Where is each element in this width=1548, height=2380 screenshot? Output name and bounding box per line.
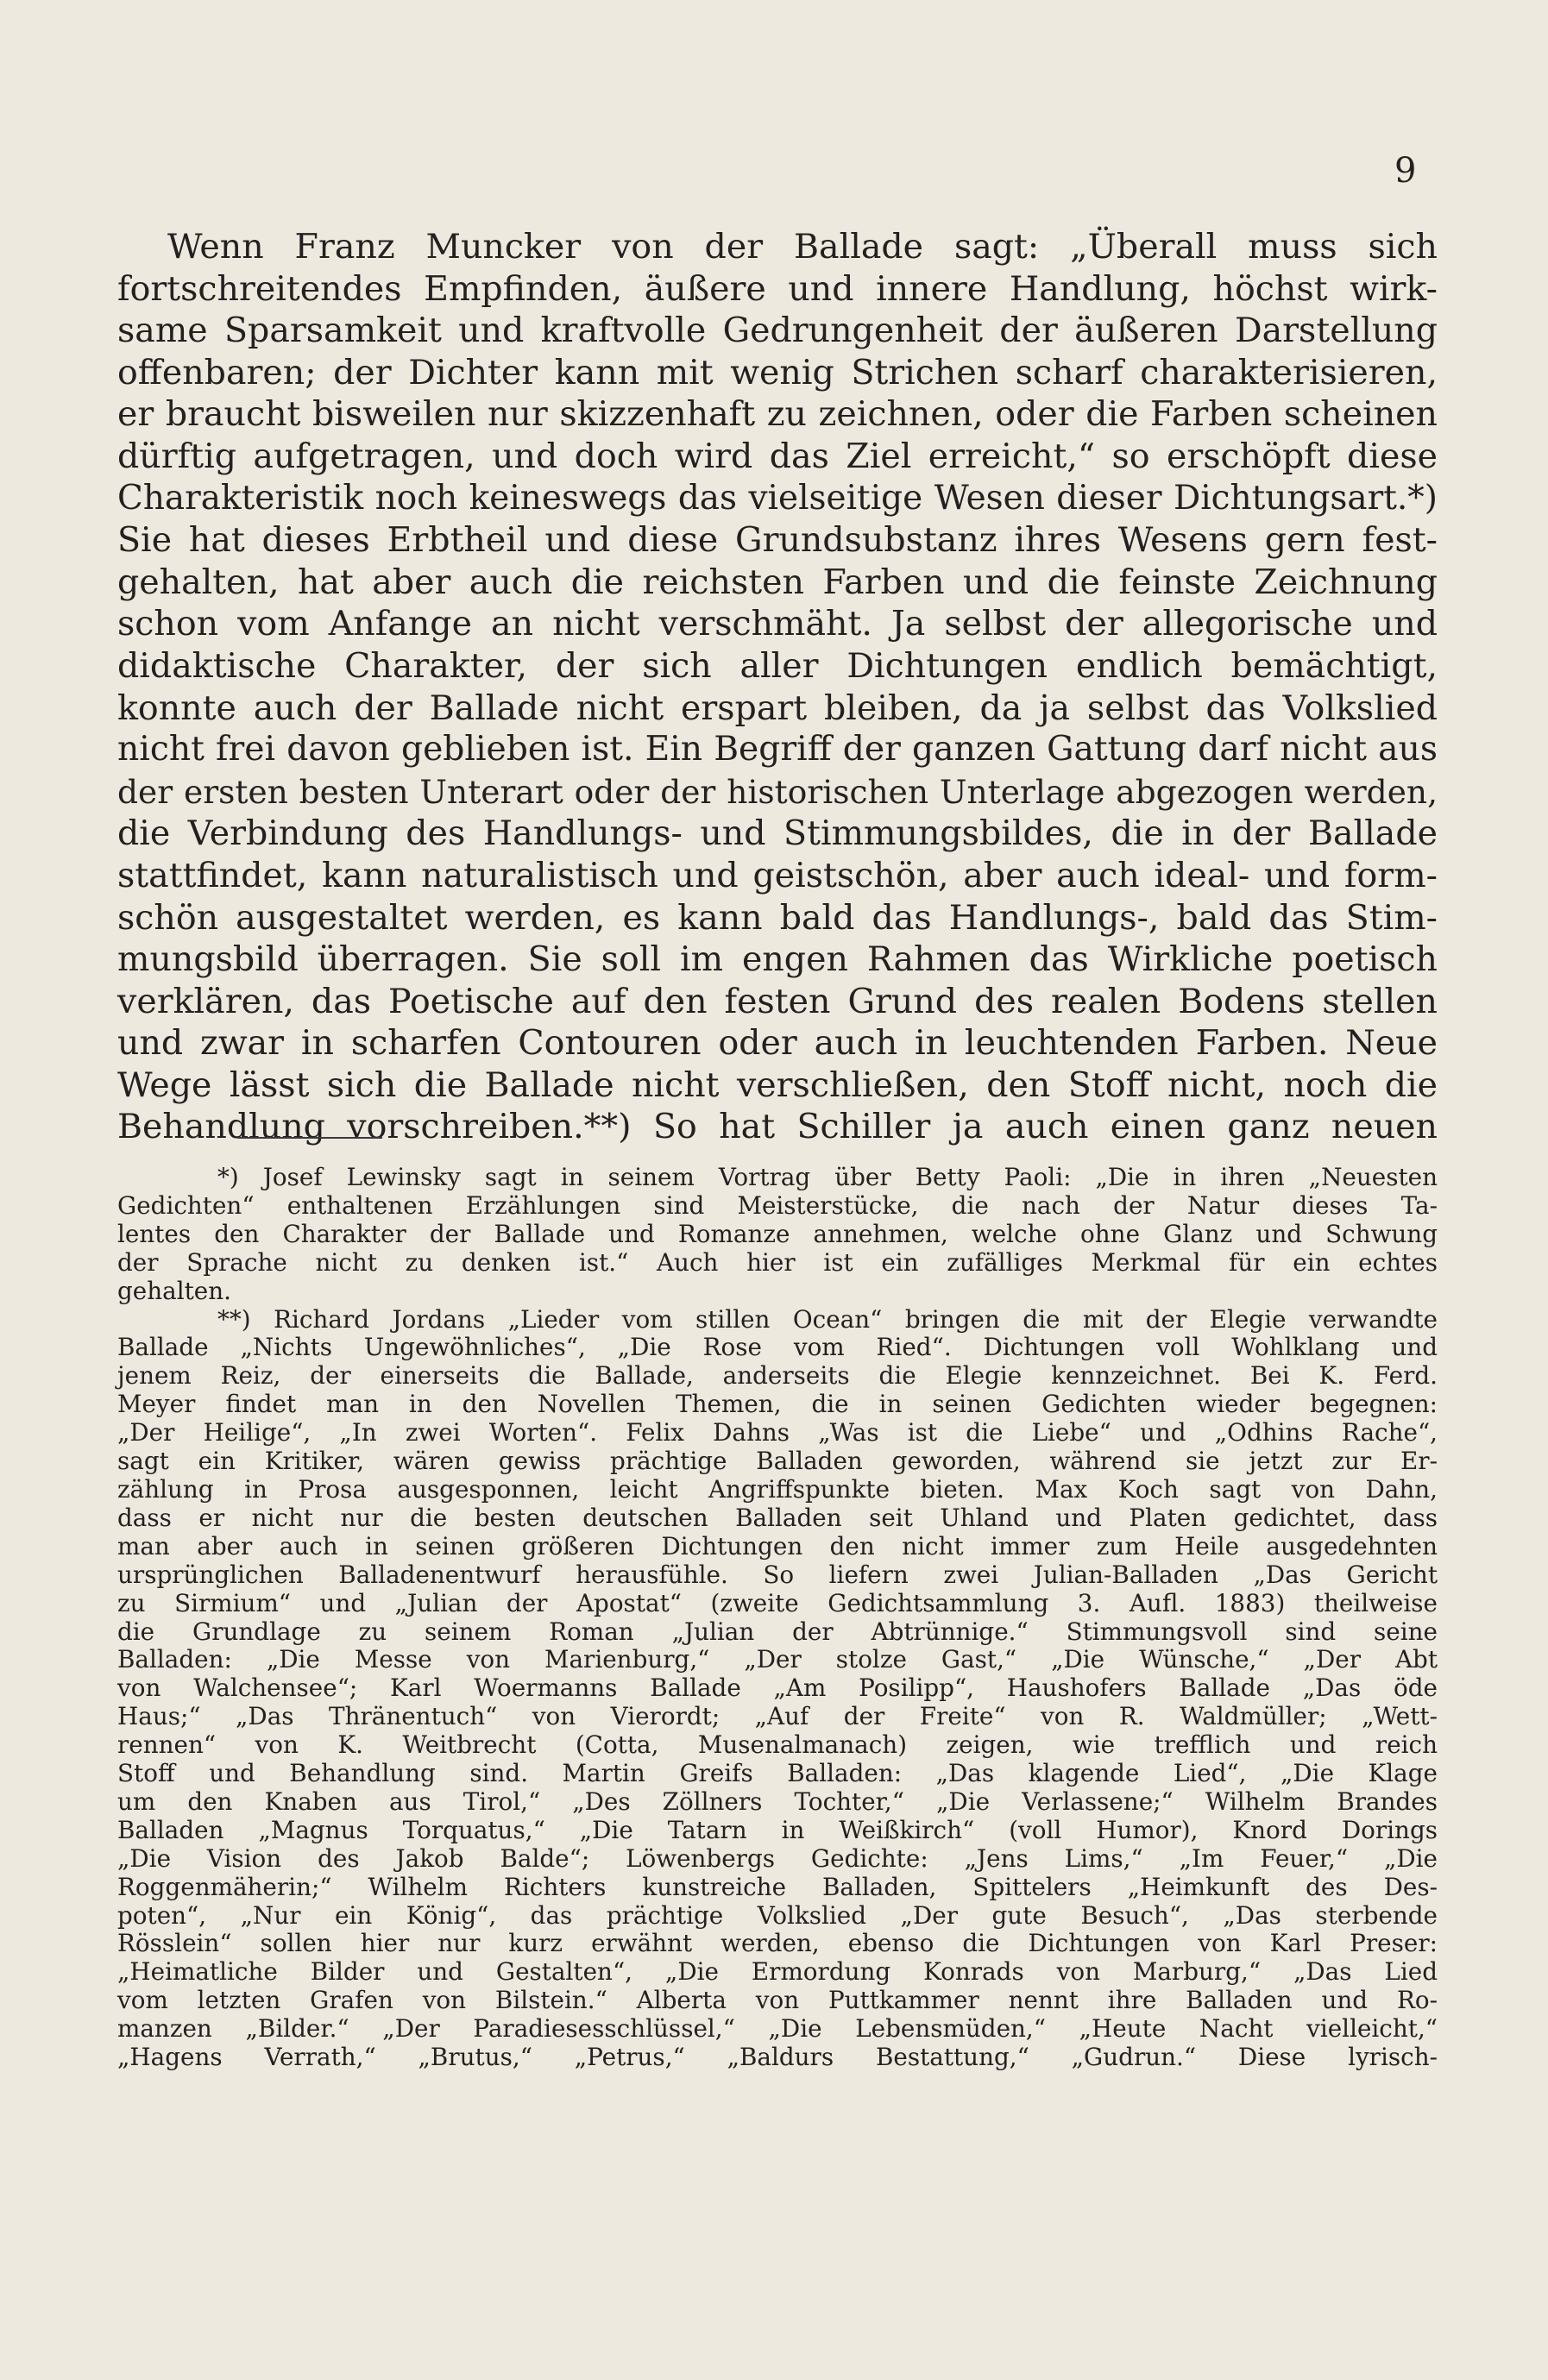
body-line: dürftig aufgetragen, und doch wird das Ziel erreicht,“ so erschöpft diese: [117, 436, 1438, 476]
footnotes: [117, 1164, 1438, 2072]
body-line: Charakteristik noch keineswegs das vielseitige Wesen dieser Dichtungsart.*): [117, 478, 1438, 518]
footnote-line: dass er nicht nur die besten deutschen Balladen seit Uhland und Platen gedichtet, dass: [117, 1503, 1438, 1532]
main-text: [117, 226, 1438, 1148]
body-line: Wege lässt sich die Ballade nicht verschließen, den Stoff nicht, noch die: [117, 1064, 1438, 1105]
body-line: mungsbild überragen. Sie soll im engen Rahmen das Wirkliche poetisch: [117, 939, 1438, 980]
footnote-line: Roggenmäherin;“ Wilhelm Richters kunstreiche Balladen, Spittelers „Heimkunft des Des-: [117, 1872, 1438, 1901]
body-line: er braucht bisweilen nur skizzenhaft zu zeichnen, oder die Farben scheinen: [117, 394, 1438, 435]
footnote-line: Ballade „Nichts Ungewöhnliches“, „Die Rose vom Ried“. Dichtungen voll Wohlklang und: [117, 1333, 1438, 1362]
body-line: der ersten besten Unterart oder der historischen Unterlage abgezogen werden,: [117, 772, 1438, 811]
footnote-line: Gedichten“ enthaltenen Erzählungen sind Meisterstücke, die nach der Natur dieses Ta-: [117, 1190, 1438, 1220]
footnote-line: manzen „Bilder.“ „Der Paradiesesschlüssel,“ „Die Lebensmüden,“ „Heute Nacht vielleicht,“: [117, 2014, 1438, 2044]
footnote-line: vom letzten Grafen von Bilstein.“ Alberta von Puttkammer nennt ihre Balladen und Ro-: [117, 1986, 1438, 2015]
body-line: offenbaren; der Dichter kann mit wenig Strichen scharf charakterisieren,: [117, 352, 1438, 392]
body-line: fortschreitendes Empfinden, äußere und innere Handlung, höchst wirk-: [117, 268, 1438, 309]
footnote-line: poten“, „Nur ein König“, das prächtige Volkslied „Der gute Besuch“, „Das sterbende: [117, 1900, 1438, 1930]
footnote-line: sagt ein Kritiker, wären gewiss prächtige Balladen geworden, während sie jetzt zur Er-: [117, 1447, 1438, 1476]
footnote-line: der Sprache nicht zu denken ist.“ Auch hier ist ein zufälliges Merkmal für ein echtes: [117, 1247, 1438, 1277]
body-line: Behandlung vorschreiben.**) So hat Schiller ja auch einen ganz neuen: [117, 1107, 1438, 1147]
footnote-line: Stoff und Behandlung sind. Martin Greifs Balladen: „Das klagende Lied“, „Die Klage: [117, 1759, 1438, 1788]
body-line: gehalten, hat aber auch die reichsten Farben und die feinste Zeichnung: [117, 562, 1438, 602]
footnote-line: die Grundlage zu seinem Roman „Julian der Abtrünnige.“ Stimmungsvoll sind seine: [117, 1617, 1438, 1646]
footnote-line: von Walchensee“; Karl Woermanns Ballade „Am Posilipp“, Haushofers Ballade „Das öde: [117, 1674, 1438, 1703]
footnote-line: Balladen „Magnus Torquatus,“ „Die Tatarn in Weißkirch“ (voll Humor), Knord Dorings: [117, 1815, 1438, 1844]
body-line: konnte auch der Ballade nicht erspart bleiben, da ja selbst das Volkslied: [117, 688, 1438, 728]
footnote-line: man aber auch in seinen größeren Dichtungen den nicht immer zum Heile ausgedehnten: [117, 1531, 1438, 1561]
body-line: stattfindet, kann naturalistisch und geistschön, aber auch ideal- und form-: [117, 855, 1438, 895]
body-line: die Verbindung des Handlungs- und Stimmungsbildes, die in der Ballade: [117, 813, 1438, 854]
footnote-line: um den Knaben aus Tirol,“ „Des Zöllners Tochter,“ „Die Verlassene;“ Wilhelm Brandes: [117, 1787, 1438, 1816]
footnote-line: „Hagens Verrath,“ „Brutus,“ „Petrus,“ „Baldurs Bestattung,“ „Gudrun.“ Diese lyrisch-: [117, 2043, 1438, 2072]
footnote-line: „Die Vision des Jakob Balde“; Löwenbergs Gedichte: „Jens Lims,“ „Im Feuer,“ „Die: [117, 1843, 1438, 1873]
body-line: same Sparsamkeit und kraftvolle Gedrungenheit der äußeren Darstellung: [117, 311, 1438, 351]
footnote-line: rennen“ von K. Weitbrecht (Cotta, Musenalmanach) zeigen, wie trefflich und reich: [117, 1730, 1438, 1760]
footnote-line: ursprünglichen Balladenentwurf herausfühle. So liefern zwei Julian-Balladen „Das Gericht: [117, 1560, 1438, 1589]
body-line: Sie hat dieses Erbtheil und diese Grundsubstanz ihres Wesens gern fest-: [117, 520, 1438, 561]
footnote-line: zu Sirmium“ und „Julian der Apostat“ (zweite Gedichtsammlung 3. Aufl. 1883) theilweise: [117, 1588, 1438, 1617]
footnote-line: jenem Reiz, der einerseits die Ballade, anderseits die Elegie kennzeichnet. Bei K. Ferd.: [117, 1361, 1438, 1391]
footnote-line: **) Richard Jordans „Lieder vom stillen Ocean“ bringen die mit der Elegie verwandte: [217, 1304, 1438, 1334]
body-line: und zwar in scharfen Contouren oder auch in leuchtenden Farben. Neue: [117, 1023, 1438, 1064]
body-line: didaktische Charakter, der sich aller Dichtungen endlich bemächtigt,: [117, 645, 1438, 686]
footnote-separator: [237, 1137, 382, 1139]
footnote-line: gehalten.: [117, 1276, 231, 1305]
body-line: Wenn Franz Muncker von der Ballade sagt: „Überall muss sich: [167, 227, 1438, 267]
footnote-line: *) Josef Lewinsky sagt in seinem Vortrag über Betty Paoli: „Die in ihren „Neuesten: [217, 1163, 1438, 1191]
footnote-line: Haus;“ „Das Thränentuch“ von Vierordt; „Auf der Freite“ von R. Waldmüller; „Wett-: [117, 1702, 1438, 1731]
page-number: 9: [1394, 151, 1417, 191]
footnote-line: Rösslein“ sollen hier nur kurz erwähnt werden, ebenso die Dichtungen von Karl Preser:: [117, 1929, 1438, 1958]
body-line: schon vom Anfange an nicht verschmäht. Ja selbst der allegorische und: [117, 604, 1438, 644]
footnote-line: „Heimatliche Bilder und Gestalten“, „Die Ermordung Konrads von Marburg,“ „Das Lied: [117, 1957, 1438, 1987]
footnote-line: lentes den Charakter der Ballade und Romanze annehmen, welche ohne Glanz und Schwung: [117, 1219, 1438, 1248]
footnote-line: zählung in Prosa ausgesponnen, leicht Angriffspunkte bieten. Max Koch sagt von Dahn,: [117, 1474, 1438, 1504]
body-line: verklären, das Poetische auf den festen Grund des realen Bodens stellen: [117, 981, 1438, 1021]
body-line: nicht frei davon geblieben ist. Ein Begriff der ganzen Gattung darf nicht aus: [117, 730, 1438, 769]
footnote-line: „Der Heilige“, „In zwei Worten“. Felix Dahns „Was ist die Liebe“ und „Odhins Rache“,: [117, 1418, 1438, 1447]
footnote-line: Balladen: „Die Messe von Marienburg,“ „Der stolze Gast,“ „Die Wünsche,“ „Der Abt: [117, 1645, 1438, 1674]
body-line: schön ausgestaltet werden, es kann bald das Handlungs-, bald das Stim-: [117, 897, 1438, 938]
footnote-line: Meyer findet man in den Novellen Themen, die in seinen Gedichten wieder begegnen:: [117, 1390, 1438, 1419]
